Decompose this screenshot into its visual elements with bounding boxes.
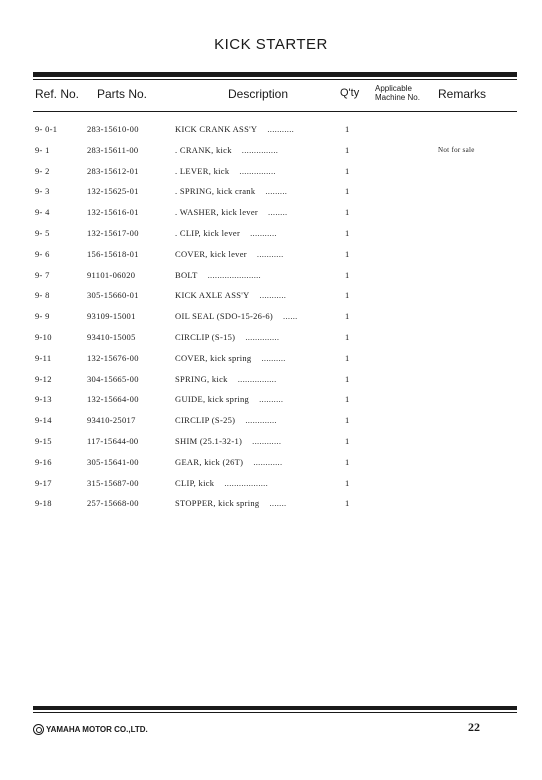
ref-no-cell: 9-10: [35, 331, 52, 342]
description-cell: STOPPER, kick spring .......: [175, 498, 287, 509]
qty-cell: 1: [345, 311, 350, 322]
parts-no-cell: 305-15660-01: [87, 290, 139, 301]
parts-no-cell: 156-15618-01: [87, 248, 139, 259]
leader-dots: ......................: [207, 269, 261, 280]
description-cell: GEAR, kick (26T) ............: [175, 456, 283, 467]
ref-no-cell: 9- 1: [35, 144, 50, 155]
table-row: [0, 478, 542, 499]
yamaha-logo-icon: [33, 724, 44, 735]
table-row: [0, 394, 542, 415]
parts-no-cell: 283-15611-00: [87, 144, 139, 155]
table-row: [0, 353, 542, 374]
description-cell: . SPRING, kick crank .........: [175, 186, 288, 197]
qty-cell: 1: [345, 269, 350, 280]
table-row: [0, 270, 542, 291]
parts-table-body: [0, 124, 542, 519]
qty-cell: 1: [345, 435, 350, 446]
table-header: [0, 84, 542, 110]
page-title: KICK STARTER: [214, 36, 328, 53]
leader-dots: ...............: [239, 165, 276, 176]
ref-no-cell: 9-14: [35, 415, 52, 426]
leader-dots: ............: [253, 456, 283, 467]
qty-cell: 1: [345, 498, 350, 509]
ref-no-cell: 9- 5: [35, 227, 50, 238]
leader-dots: ............: [252, 435, 282, 446]
description-cell: . CRANK, kick ...............: [175, 144, 279, 155]
table-row: [0, 207, 542, 228]
description-cell: KICK CRANK ASS'Y ...........: [175, 124, 295, 134]
qty-cell: 1: [345, 144, 350, 155]
qty-cell: 1: [345, 290, 350, 301]
ref-no-cell: 9-11: [35, 352, 52, 363]
ref-no-cell: 9- 2: [35, 165, 50, 176]
leader-dots: ...........: [250, 227, 277, 238]
table-row: [0, 436, 542, 457]
qty-cell: 1: [345, 331, 350, 342]
qty-cell: 1: [345, 207, 350, 218]
parts-no-cell: 305-15641-00: [87, 456, 139, 467]
leader-dots: ...............: [241, 144, 279, 155]
table-row: [0, 145, 542, 166]
qty-cell: 1: [345, 373, 350, 384]
header-applicable-machine: [375, 84, 420, 102]
qty-cell: 1: [345, 165, 350, 176]
ref-no-cell: 9- 8: [35, 290, 50, 301]
leader-dots: .............: [245, 415, 277, 426]
leader-dots: ...........: [256, 248, 284, 259]
parts-no-cell: 117-15644-00: [87, 435, 139, 446]
ref-no-cell: 9- 6: [35, 248, 50, 259]
table-row: [0, 290, 542, 311]
parts-no-cell: 257-15668-00: [87, 498, 139, 509]
ref-no-cell: 9-15: [35, 435, 52, 446]
description-cell: . LEVER, kick ...............: [175, 165, 276, 176]
ref-no-cell: 9- 9: [35, 311, 50, 322]
parts-no-cell: 91101-06020: [87, 269, 136, 280]
leader-dots: ..........: [259, 394, 284, 405]
qty-cell: 1: [345, 248, 350, 259]
table-row: [0, 186, 542, 207]
table-row: [0, 374, 542, 395]
parts-no-cell: 93109-15001: [87, 311, 136, 322]
ref-no-cell: 9-12: [35, 373, 52, 384]
table-row: [0, 415, 542, 436]
description-cell: GUIDE, kick spring ..........: [175, 394, 284, 405]
ref-no-cell: 9- 4: [35, 207, 50, 218]
leader-dots: ..................: [224, 477, 269, 488]
qty-cell: 1: [345, 456, 350, 467]
description-cell: SPRING, kick ................: [175, 373, 277, 384]
leader-dots: .........: [265, 186, 288, 197]
leader-dots: ..............: [245, 331, 280, 342]
parts-no-cell: 132-15617-00: [87, 227, 139, 238]
leader-dots: ................: [237, 373, 277, 384]
table-row: [0, 124, 542, 145]
header-description: Description: [228, 87, 289, 101]
ref-no-cell: 9- 0-1: [35, 124, 58, 134]
leader-dots: ......: [283, 311, 298, 322]
description-cell: COVER, kick lever ...........: [175, 248, 284, 259]
qty-cell: 1: [345, 124, 350, 134]
bottom-thick-rule: [33, 706, 517, 710]
qty-cell: 1: [345, 415, 350, 426]
parts-no-cell: 93410-15005: [87, 331, 136, 342]
top-thick-rule: [33, 72, 517, 77]
page-number: 22: [468, 720, 480, 734]
table-row: [0, 498, 542, 519]
table-row: [0, 311, 542, 332]
leader-dots: ........: [268, 207, 288, 218]
description-cell: KICK AXLE ASS'Y ...........: [175, 290, 287, 301]
header-applicable-line2: Machine No.: [375, 93, 420, 102]
ref-no-cell: 9-13: [35, 394, 52, 405]
description-cell: CIRCLIP (S-15) ..............: [175, 331, 280, 342]
top-thin-rule: [33, 79, 517, 80]
header-remarks: Remarks: [438, 87, 487, 101]
ref-no-cell: 9-17: [35, 477, 52, 488]
header-qty: Q'ty: [340, 87, 360, 99]
description-cell: OIL SEAL (SDO-15-26-6) ......: [175, 311, 298, 322]
parts-no-cell: 283-15612-01: [87, 165, 139, 176]
qty-cell: 1: [345, 477, 350, 488]
table-row: [0, 249, 542, 270]
table-row: [0, 457, 542, 478]
description-cell: COVER, kick spring ..........: [175, 352, 286, 363]
description-cell: . WASHER, kick lever ........: [175, 207, 288, 218]
header-parts-no: Parts No.: [97, 87, 148, 101]
parts-no-cell: 93410-25017: [87, 415, 136, 426]
company-footer: [33, 722, 148, 736]
leader-dots: .......: [269, 498, 287, 509]
header-ref-no: Ref. No.: [35, 87, 80, 101]
table-row: [0, 228, 542, 249]
description-cell: BOLT ......................: [175, 269, 261, 280]
company-name: YAMAHA MOTOR CO.,LTD.: [46, 724, 148, 734]
parts-no-cell: 315-15687-00: [87, 477, 139, 488]
leader-dots: ...........: [267, 124, 295, 134]
parts-no-cell: 132-15616-01: [87, 207, 139, 218]
parts-no-cell: 132-15676-00: [87, 352, 139, 363]
leader-dots: ...........: [259, 290, 287, 301]
table-row: [0, 166, 542, 187]
ref-no-cell: 9-16: [35, 456, 52, 467]
qty-cell: 1: [345, 352, 350, 363]
description-cell: CLIP, kick ..................: [175, 477, 269, 488]
description-cell: SHIM (25.1-32-1) ............: [175, 435, 282, 446]
parts-no-cell: 132-15625-01: [87, 186, 139, 197]
qty-cell: 1: [345, 394, 350, 405]
description-cell: . CLIP, kick lever ...........: [175, 227, 277, 238]
ref-no-cell: 9- 7: [35, 269, 50, 280]
header-applicable-line1: Applicable: [375, 84, 412, 93]
leader-dots: ..........: [261, 352, 286, 363]
parts-no-cell: 283-15610-00: [87, 124, 139, 134]
qty-cell: 1: [345, 186, 350, 197]
table-row: [0, 332, 542, 353]
qty-cell: 1: [345, 227, 350, 238]
ref-no-cell: 9- 3: [35, 186, 50, 197]
header-rule: [33, 111, 517, 112]
bottom-thin-rule: [33, 712, 517, 713]
description-cell: CIRCLIP (S-25) .............: [175, 415, 277, 426]
ref-no-cell: 9-18: [35, 498, 52, 509]
parts-no-cell: 304-15665-00: [87, 373, 139, 384]
remarks-cell: Not for sale: [438, 145, 475, 154]
parts-no-cell: 132-15664-00: [87, 394, 139, 405]
